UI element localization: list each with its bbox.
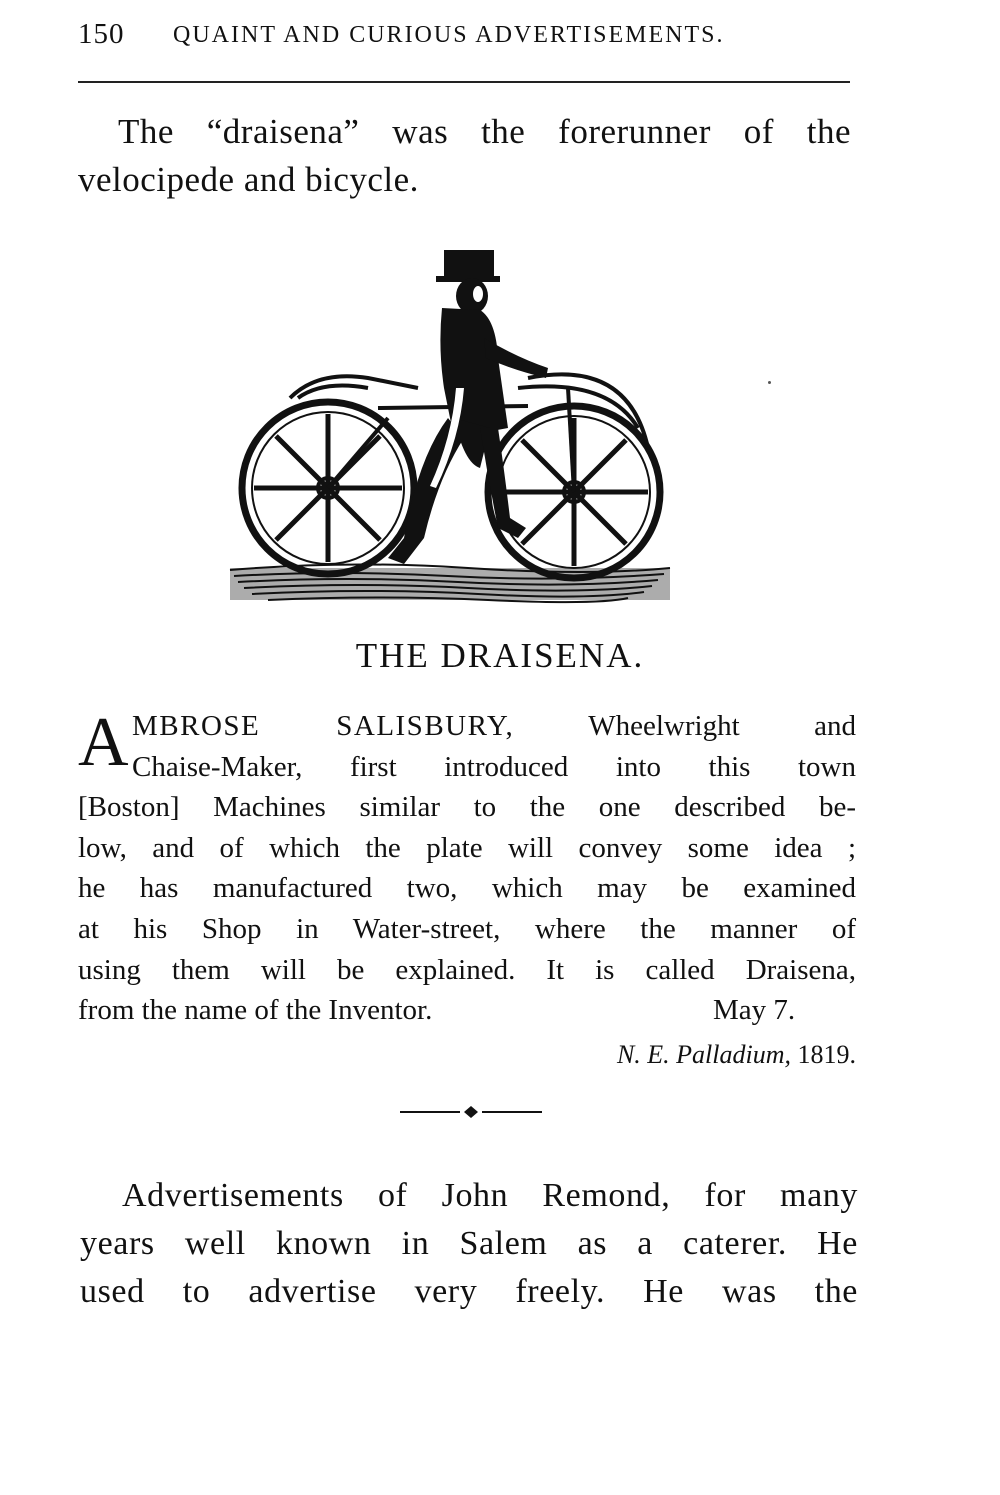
drop-cap: A — [78, 704, 129, 781]
plate-caption: THE DRAISENA. — [355, 636, 645, 675]
ornamental-divider — [400, 1104, 542, 1120]
running-head: QUAINT AND CURIOUS ADVERTISEMENTS. — [173, 22, 725, 48]
source-publication: N. E. Palladium, — [616, 1040, 791, 1069]
intro-text: The “draisena” was the forerunner of the velocipede and bicycle. — [78, 112, 851, 199]
closing-line: used to advertise very freely. He was the — [80, 1273, 858, 1310]
source-year: 1819. — [797, 1040, 856, 1069]
ad-line-text: Wheelwright and — [514, 710, 856, 742]
closing-line: years well known in Salem as a caterer. He — [80, 1225, 858, 1262]
intro-paragraph — [78, 108, 851, 204]
closing-line: Advertisements of John Remond, for many — [122, 1177, 858, 1214]
ad-line: he has manufactured two, which may be examined — [78, 872, 856, 905]
advertiser-name: MBROSE SALISBURY, — [132, 710, 515, 742]
ad-line: [Boston] Machines similar to the one described be- — [78, 791, 856, 824]
ad-line: Chaise-Maker, first introduced into this town — [132, 750, 856, 783]
ad-line — [78, 706, 856, 747]
ad-line: using them will be explained. It is called Draisena, — [78, 953, 856, 986]
draisena-illustration — [228, 238, 672, 618]
ad-date: May 7. — [713, 994, 796, 1027]
header-rule — [78, 81, 850, 83]
advertisement — [78, 706, 856, 1031]
closing-paragraph — [80, 1172, 858, 1316]
ad-line: low, and of which the plate will convey some idea ; — [78, 831, 856, 864]
source-citation — [617, 1040, 856, 1070]
ad-line-final — [78, 990, 856, 1031]
ad-line-text: from the name of the Inventor. — [78, 994, 433, 1027]
page-number: 150 — [78, 18, 125, 50]
ad-line: at his Shop in Water-street, where the manner of — [78, 912, 856, 945]
stray-mark — [768, 381, 771, 384]
